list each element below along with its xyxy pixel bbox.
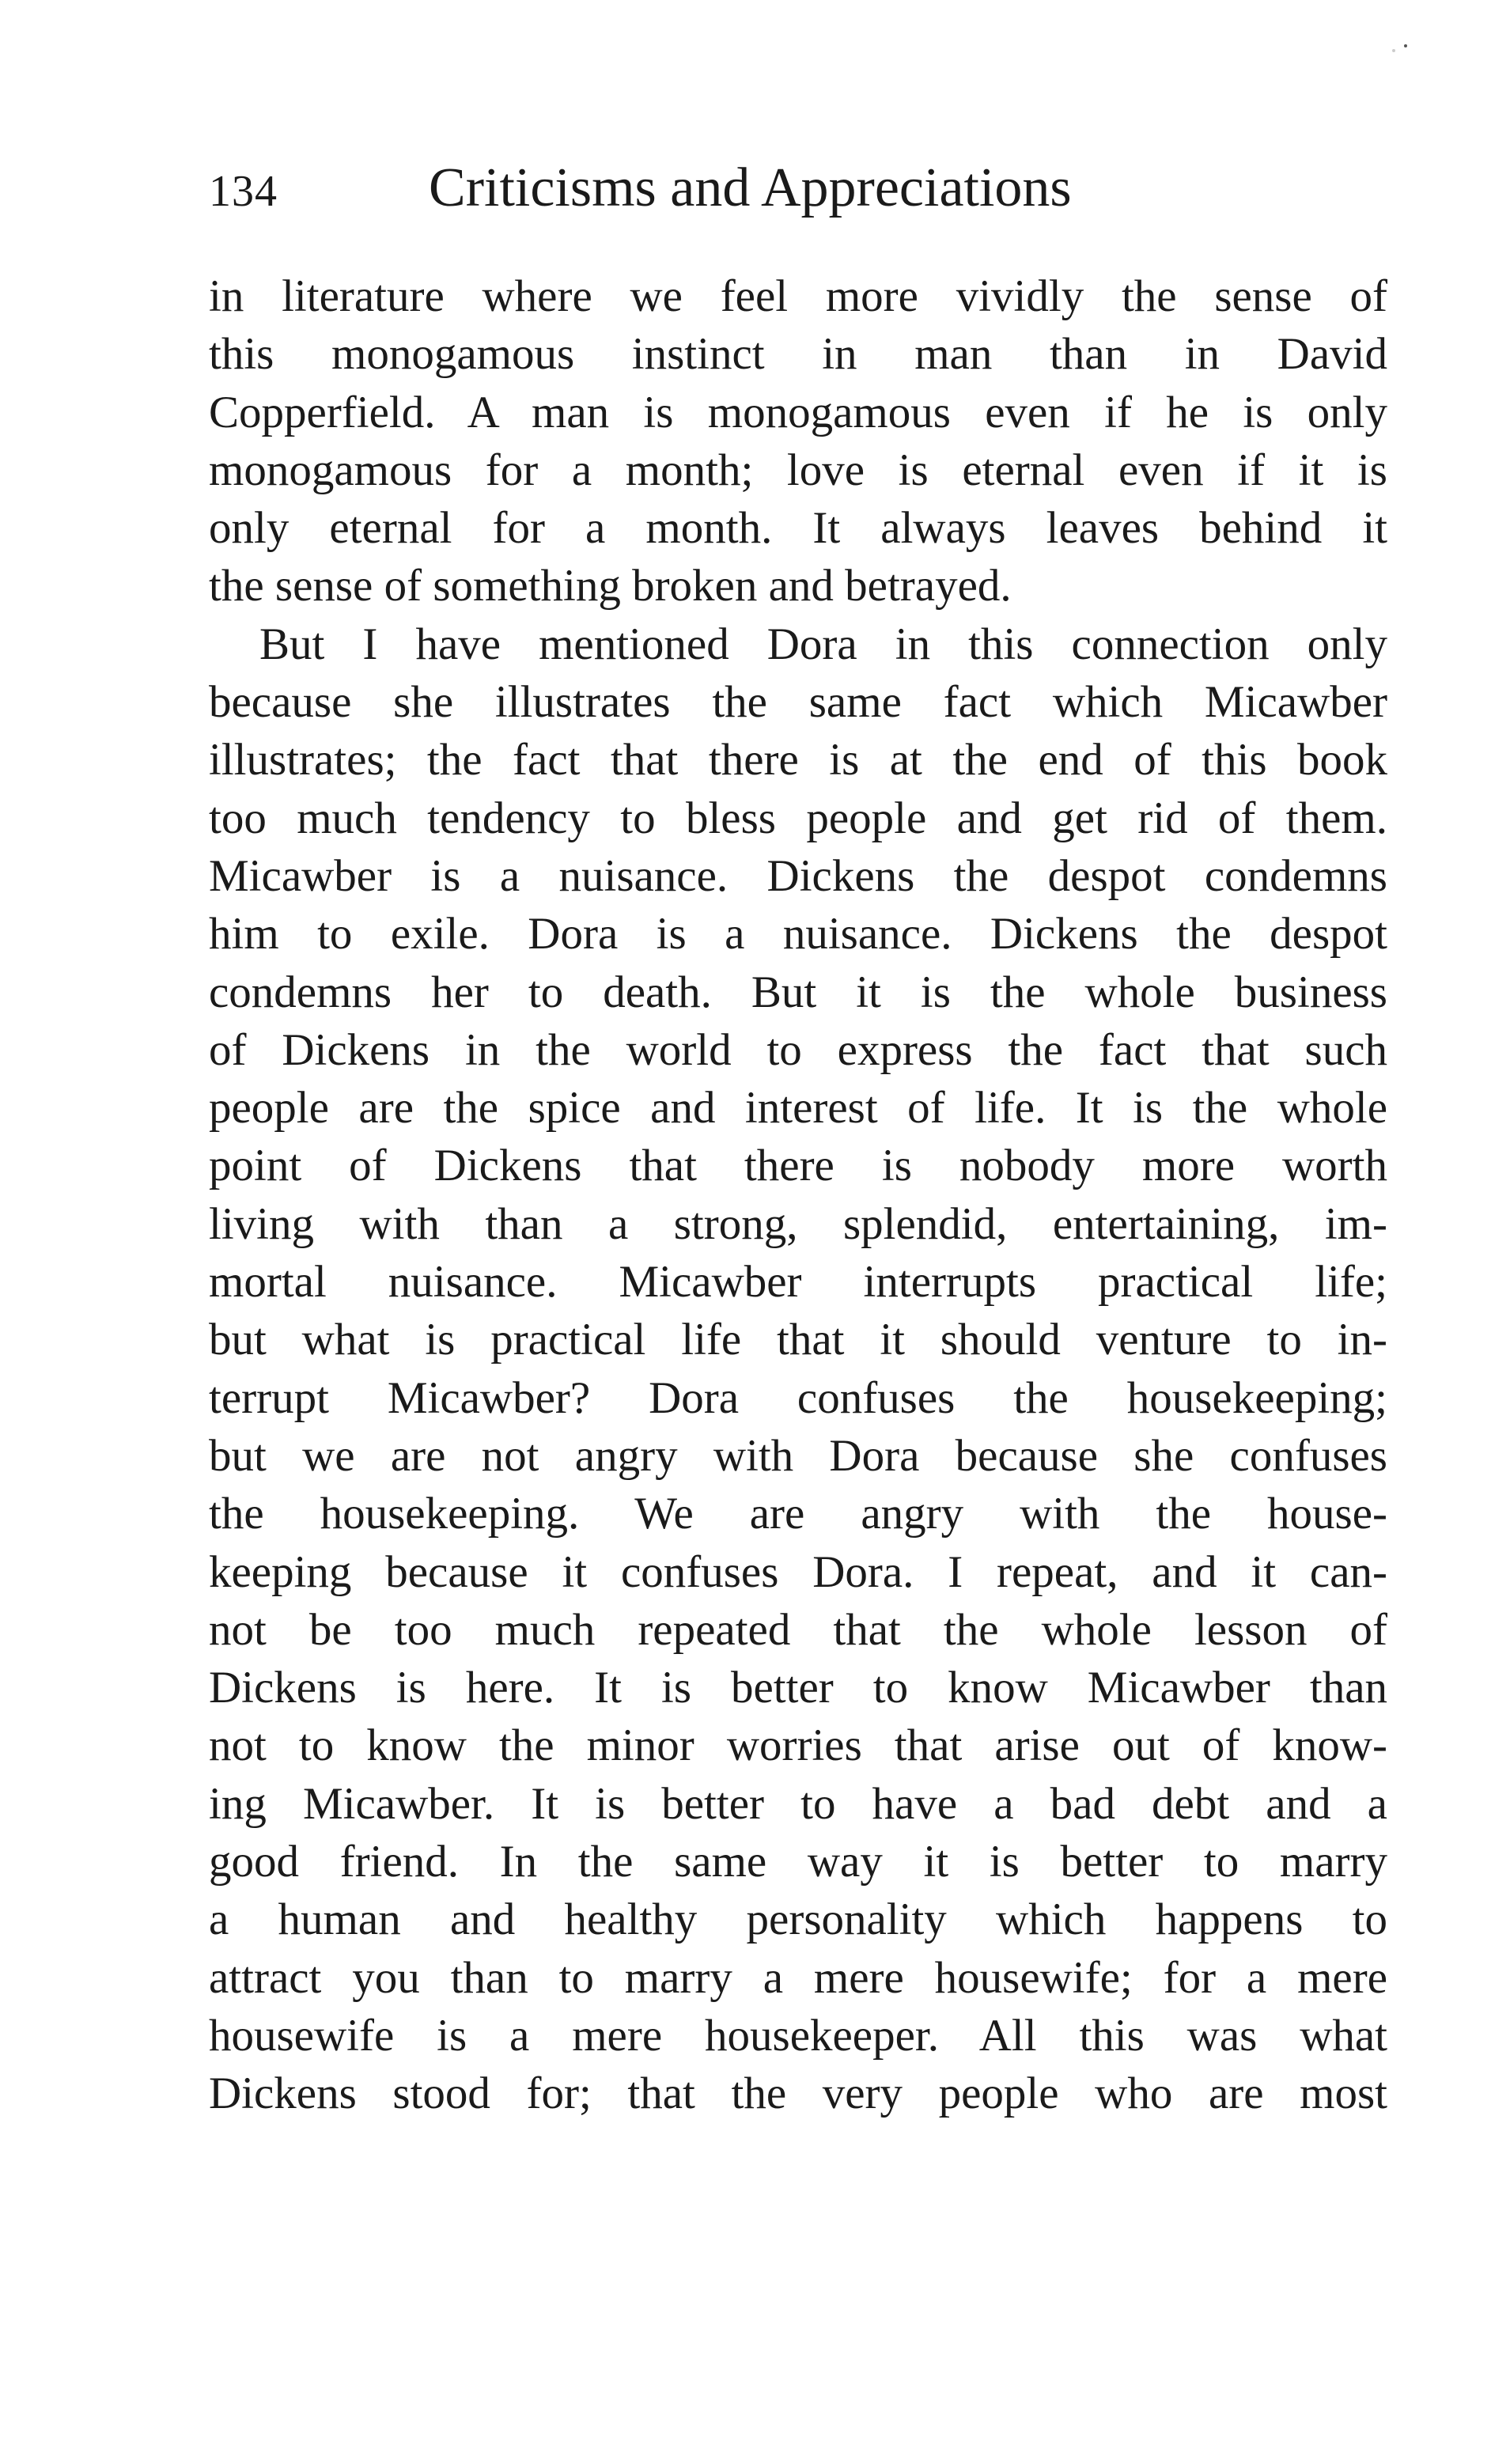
text-line: but we are not angry with Dora because she confuses: [209, 1430, 1387, 1481]
text-line: in literature where we feel more vividly the sense of: [209, 271, 1387, 321]
text-line: the housekeeping. We are angry with the house-: [209, 1489, 1387, 1539]
text-line: illustrates; the fact that there is at the end of this book: [209, 735, 1387, 785]
text-line: a human and healthy personality which happens to: [209, 1894, 1387, 1945]
text-line: Dickens is here. It is better to know Micawber than: [209, 1663, 1387, 1713]
text-line: living with than a strong, splendid, entertaining, im-: [209, 1198, 1387, 1249]
text-line: ing Micawber. It is better to have a bad debt and a: [209, 1778, 1387, 1829]
text-line: But I have mentioned Dora in this connection only: [259, 619, 1387, 669]
text-line: people are the spice and interest of life. It is the whole: [209, 1083, 1387, 1134]
text-line: because she illustrates the same fact which Micawber: [209, 677, 1387, 728]
text-line: not to know the minor worries that arise out of know-: [209, 1720, 1387, 1771]
text-line: Micawber is a nuisance. Dickens the despot condemns: [209, 850, 1387, 901]
text-line: the sense of something broken and betrayed.: [209, 561, 1012, 611]
text-line: housewife is a mere housekeeper. All this was what: [209, 2010, 1387, 2061]
paragraph-1: [209, 267, 1387, 615]
text-line: Copperfield. A man is monogamous even if he is only: [209, 387, 1387, 437]
text-line: not be too much repeated that the whole lesson of: [209, 1604, 1387, 1655]
paragraph-2: [209, 615, 1387, 2123]
text-line: Dickens stood for; that the very people who are most: [209, 2068, 1387, 2119]
text-line: but what is practical life that it should venture to in-: [209, 1315, 1387, 1365]
text-line: too much tendency to bless people and get rid of them.: [209, 793, 1387, 843]
body-text: [209, 267, 1387, 2123]
text-line: terrupt Micawber? Dora confuses the housekeeping;: [209, 1372, 1387, 1423]
text-line: monogamous for a month; love is eternal even if it is: [209, 445, 1387, 495]
text-line: attract you than to marry a mere housewife; for a mere: [209, 1952, 1387, 2003]
text-line: keeping because it confuses Dora. I repeat, and it can-: [209, 1546, 1387, 1597]
text-line: condemns her to death. But it is the whole business: [209, 967, 1387, 1017]
page-number: 134: [209, 167, 278, 216]
text-line: him to exile. Dora is a nuisance. Dickens the despot: [209, 909, 1387, 959]
text-line: this monogamous instinct in man than in David: [209, 329, 1387, 380]
paper-specks: [1345, 32, 1424, 63]
running-title: Criticisms and Appreciations: [429, 157, 1072, 218]
page-header: [209, 149, 1395, 228]
text-line: good friend. In the same way it is better to marry: [209, 1837, 1387, 1887]
text-line: point of Dickens that there is nobody more worth: [209, 1141, 1387, 1191]
text-line: only eternal for a month. It always leaves behind it: [209, 503, 1387, 554]
text-line: of Dickens in the world to express the fact that such: [209, 1024, 1387, 1075]
text-line: mortal nuisance. Micawber interrupts practical life;: [209, 1257, 1387, 1308]
